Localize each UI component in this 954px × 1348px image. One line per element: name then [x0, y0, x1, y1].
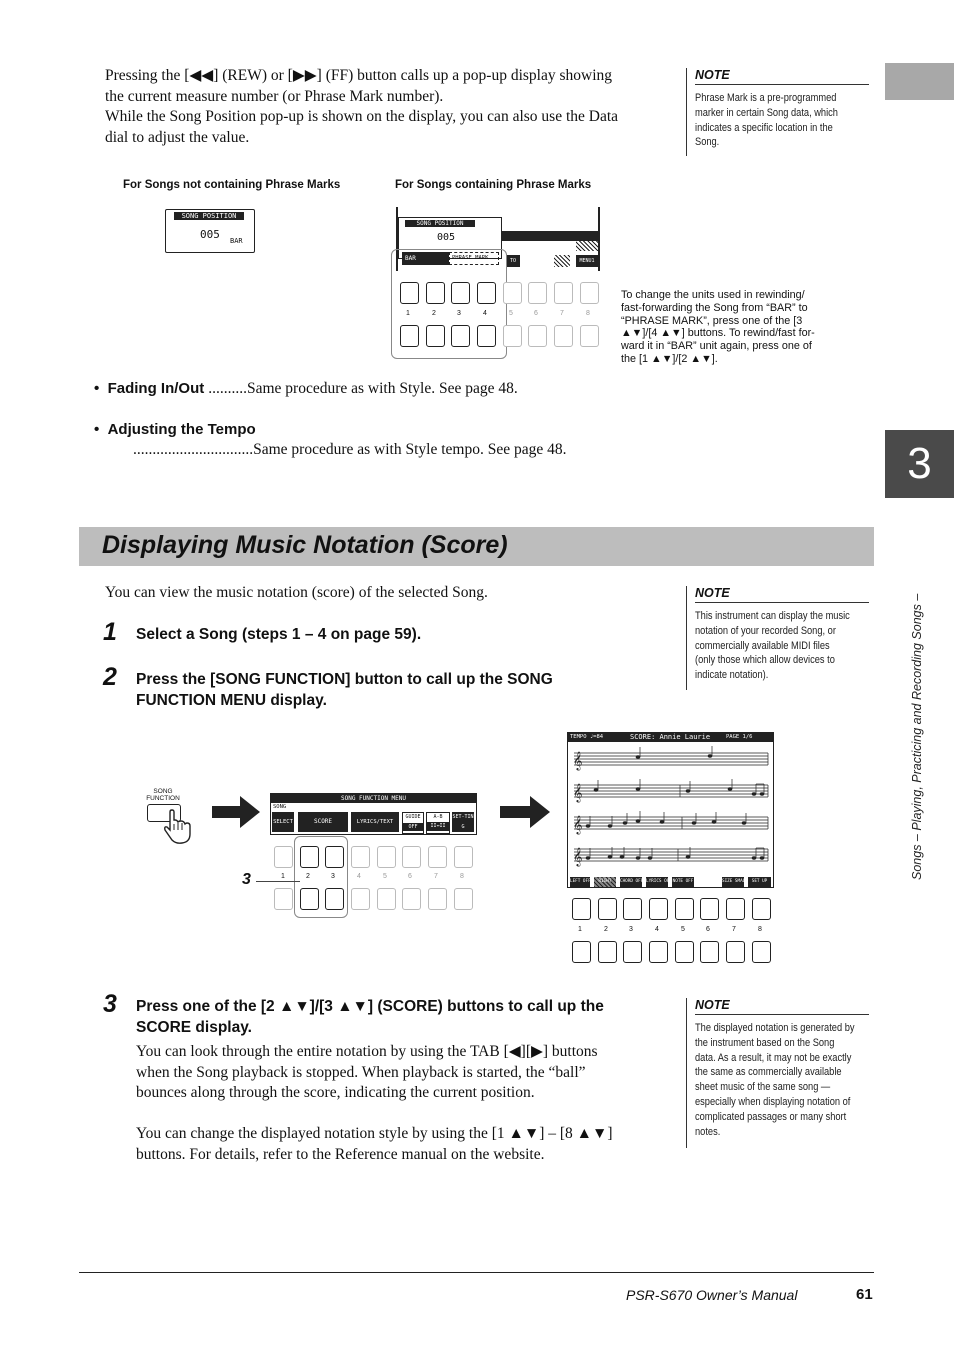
button-7-up[interactable] — [428, 846, 447, 868]
softkey-note[interactable]: NOTE OFF — [672, 877, 694, 887]
button-6-down[interactable] — [528, 325, 547, 347]
softkey-to: TO — [506, 255, 520, 267]
button-2-up[interactable] — [300, 846, 319, 868]
popup-value: 005 — [437, 232, 456, 243]
score-title: SCORE: Annie Laurie — [630, 733, 711, 741]
button-1-up[interactable] — [400, 282, 419, 304]
arrow-right-icon — [212, 796, 260, 828]
svg-text:𝄞: 𝄞 — [573, 847, 583, 866]
button-3-up[interactable] — [325, 846, 344, 868]
step-1-number: 1 — [103, 618, 117, 646]
button-6-up[interactable] — [528, 282, 547, 304]
menu-lyrics-text[interactable]: LYRICS/TEXT — [351, 812, 399, 832]
step-3-paragraph-1: You can look through the entire notation by using the TAB [◀][▶] buttons when the Song playback is stopped. When playback is started, the “ball” bounces along through the score, indicating the current position. — [136, 1043, 598, 1101]
callout-number: 3 — [242, 871, 251, 888]
button-3-down[interactable] — [451, 325, 470, 347]
callout-line — [256, 881, 300, 882]
button-number: 2 — [604, 926, 608, 933]
pointing-hand-icon — [162, 810, 194, 846]
note-title: NOTE — [695, 998, 869, 1015]
score-display — [567, 732, 774, 888]
note-phrase-mark — [686, 68, 895, 156]
chapter-side-title: Songs – Playing, Practicing and Recording Songs – — [910, 593, 924, 880]
softkey-menu1: MENU1 — [576, 255, 598, 267]
button-4-down[interactable] — [477, 325, 496, 347]
note-displayed-notation — [686, 998, 895, 1148]
button-number: 1 — [281, 873, 285, 880]
button-7-up[interactable] — [554, 282, 573, 304]
softkey-chord[interactable]: CHORD OFF — [620, 877, 642, 887]
svg-text:𝄞: 𝄞 — [573, 783, 583, 802]
button-panel-1 — [398, 282, 602, 352]
menu-select[interactable]: SELECT — [272, 812, 294, 832]
button-8-down[interactable] — [454, 888, 473, 910]
footer-rule — [79, 1272, 874, 1273]
button-number: 4 — [483, 310, 487, 317]
button-8-up[interactable] — [454, 846, 473, 868]
step-1-text: Select a Song (steps 1 – 4 on page 59). — [136, 626, 422, 643]
note-title: NOTE — [695, 586, 869, 603]
button-number: 5 — [383, 873, 387, 880]
button-number: 4 — [357, 873, 361, 880]
button-1-up[interactable] — [572, 898, 591, 920]
bullet-text: ..........Same procedure as with Style. See page 48. — [208, 380, 518, 397]
note-body: Phrase Mark is a pre-programmed marker in certain Song data, which indicates a specific location in the Song. — [695, 92, 838, 149]
button-3-up[interactable] — [623, 898, 642, 920]
button-5-up[interactable] — [675, 898, 694, 920]
button-number: 7 — [560, 310, 564, 317]
button-2-up[interactable] — [598, 898, 617, 920]
button-7-up[interactable] — [726, 898, 745, 920]
menu-title: SONG FUNCTION MENU — [271, 794, 476, 803]
button-7-down[interactable] — [428, 888, 447, 910]
song-function-label: SONG FUNCTION — [146, 788, 180, 802]
menu-setting[interactable]: SET-TING — [452, 814, 474, 830]
note-title: NOTE — [695, 68, 869, 85]
button-6-down[interactable] — [700, 941, 719, 963]
button-number: 4 — [655, 926, 659, 933]
button-2-down[interactable] — [426, 325, 445, 347]
button-8-down[interactable] — [580, 325, 599, 347]
softkey-pattern — [554, 255, 570, 267]
intro-line-2: the current measure number (or Phrase Mark number). — [105, 87, 444, 105]
button-6-up[interactable] — [402, 846, 421, 868]
button-1-down[interactable] — [572, 941, 591, 963]
button-number: 8 — [460, 873, 464, 880]
button-7-down[interactable] — [554, 325, 573, 347]
button-number: 2 — [306, 873, 310, 880]
button-6-down[interactable] — [402, 888, 421, 910]
button-number: 6 — [706, 926, 710, 933]
menu-guide[interactable]: GUIDE OFF — [402, 812, 424, 834]
button-number: 6 — [534, 310, 538, 317]
footer-page-number: 61 — [856, 1286, 873, 1303]
button-number: 3 — [331, 873, 335, 880]
button-4-up[interactable] — [477, 282, 496, 304]
score-page: PAGE 1/6 — [726, 734, 753, 740]
step-2-number: 2 — [103, 663, 117, 691]
button-4-down[interactable] — [649, 941, 668, 963]
step-2-text: Press the [SONG FUNCTION] button to call up the SONG FUNCTION MENU display. — [136, 671, 553, 709]
button-6-up[interactable] — [700, 898, 719, 920]
intro-line-4: dial to adjust the value. — [105, 128, 250, 146]
softkey-size[interactable]: SIZE SMALL — [722, 877, 744, 887]
button-number: 1 — [406, 310, 410, 317]
menu-song-label: SONG — [273, 804, 287, 810]
svg-text:𝄞: 𝄞 — [573, 815, 583, 834]
button-number: 5 — [681, 926, 685, 933]
bullet-label: Fading In/Out — [107, 380, 205, 397]
button-8-down[interactable] — [752, 941, 771, 963]
option-phrase-mark[interactable]: PHRASE MARK — [449, 252, 499, 265]
popup-title: SONG POSITION — [405, 220, 475, 227]
note-notation — [686, 586, 895, 690]
bullet-fading: • Fading In/Out ..........Same procedure as with Style. See page 48. — [94, 380, 518, 397]
button-number: 1 — [578, 926, 582, 933]
button-number: 8 — [586, 310, 590, 317]
button-number: 3 — [629, 926, 633, 933]
option-bar[interactable]: BAR — [402, 252, 449, 265]
button-3-up[interactable] — [451, 282, 470, 304]
score-softkeys — [568, 877, 773, 887]
button-3-down[interactable] — [325, 888, 344, 910]
button-number: 7 — [732, 926, 736, 933]
music-staff — [570, 745, 771, 873]
button-8-up[interactable] — [580, 282, 599, 304]
bullet-tempo-text: ...............................Same procedure as with Style tempo. See page 48. — [133, 441, 567, 458]
intro-line-3: While the Song Position pop-up is shown on the display, you can also use the Data — [105, 108, 619, 125]
button-5-down[interactable] — [377, 888, 396, 910]
button-1-down[interactable] — [400, 325, 419, 347]
bullet-tempo: • Adjusting the Tempo — [94, 421, 256, 438]
button-5-down[interactable] — [675, 941, 694, 963]
note-body: This instrument can display the music notation of your recorded Song, or commercially available MIDI files (only those which allow devices to indicate notation). — [695, 610, 850, 682]
caption-phrase-marks: For Songs containing Phrase Marks — [395, 179, 592, 191]
button-4-up[interactable] — [649, 898, 668, 920]
button-8-up[interactable] — [752, 898, 771, 920]
step-3-paragraph-2: You can change the displayed notation style by using the [1 ▲▼] – [8 ▲▼] buttons. For details, refer to the Reference manual on the website. — [136, 1125, 613, 1163]
menu-a-b[interactable]: A-B II↔II — [426, 812, 450, 834]
button-4-down[interactable] — [351, 888, 370, 910]
intro-line-1: Pressing the [◀◀] (REW) or [▶▶] (FF) button calls up a pop-up display showing — [105, 67, 613, 84]
song-function-menu-display — [270, 793, 477, 835]
button-2-up[interactable] — [426, 282, 445, 304]
score-tempo: TEMPO ♩=84 — [570, 734, 604, 740]
note-body: The displayed notation is generated by the instrument based on the Song data. As a result, it may not be exactly the same as commercially available sheet music of the same song — especially when displaying notation of complicated passages or many short notes. — [695, 1022, 855, 1138]
button-2-down[interactable] — [598, 941, 617, 963]
section-title: Displaying Music Notation (Score) — [102, 531, 508, 559]
softkey-setup[interactable]: SET UP — [748, 877, 771, 887]
softkey-pattern — [576, 241, 598, 251]
figure1-side-text: To change the units used in rewinding/ fast-forwarding the Song from “BAR” to “PHRASE MARK”, press one of the [3 ▲▼]/[4 ▲▼] buttons. To rewind/fast for- ward it in “BAR” unit again, press one of the [1 ▲▼]/[2 ▲▼]. — [621, 289, 815, 365]
chapter-tab-blank — [885, 63, 954, 100]
button-1-down[interactable] — [274, 888, 293, 910]
softkey-right[interactable]: RIGHT — [594, 877, 616, 887]
button-4-up[interactable] — [351, 846, 370, 868]
bullet-label: Adjusting the Tempo — [107, 421, 256, 438]
softkey-lyrics[interactable]: LYRICS OFF — [646, 877, 668, 887]
button-panel-2 — [272, 846, 477, 914]
popup-title: SONG POSITION — [174, 212, 244, 220]
section-intro: You can view the music notation (score) of the selected Song. — [105, 584, 488, 601]
step-3-text: Press one of the [2 ▲▼]/[3 ▲▼] (SCORE) buttons to call up the SCORE display. — [136, 998, 604, 1036]
button-panel-3 — [570, 898, 775, 966]
button-number: 3 — [457, 310, 461, 317]
section-heading-bar — [79, 527, 874, 566]
button-number: 6 — [408, 873, 412, 880]
button-number: 7 — [434, 873, 438, 880]
button-number: 5 — [509, 310, 513, 317]
arrow-right-icon — [500, 796, 550, 828]
button-number: 8 — [758, 926, 762, 933]
footer-manual-title: PSR-S670 Owner’s Manual — [626, 1287, 798, 1303]
button-5-up[interactable] — [503, 282, 522, 304]
button-3-down[interactable] — [623, 941, 642, 963]
menu-score[interactable]: SCORE — [298, 812, 348, 832]
popup-unit: BAR — [230, 237, 243, 245]
button-5-down[interactable] — [503, 325, 522, 347]
caption-no-phrase-marks: For Songs not containing Phrase Marks — [123, 179, 341, 191]
button-1-up[interactable] — [274, 846, 293, 868]
button-2-down[interactable] — [300, 888, 319, 910]
softkey-left[interactable]: LEFT OFF — [570, 877, 590, 887]
button-7-down[interactable] — [726, 941, 745, 963]
chapter-tab-number: 3 — [885, 430, 954, 498]
popup-value: 005 — [200, 228, 220, 241]
intro-paragraph — [105, 66, 675, 148]
song-position-popup-bar — [165, 209, 255, 253]
step-3-number: 3 — [103, 990, 117, 1018]
button-number: 2 — [432, 310, 436, 317]
svg-text:𝄞: 𝄞 — [573, 751, 583, 770]
button-5-up[interactable] — [377, 846, 396, 868]
